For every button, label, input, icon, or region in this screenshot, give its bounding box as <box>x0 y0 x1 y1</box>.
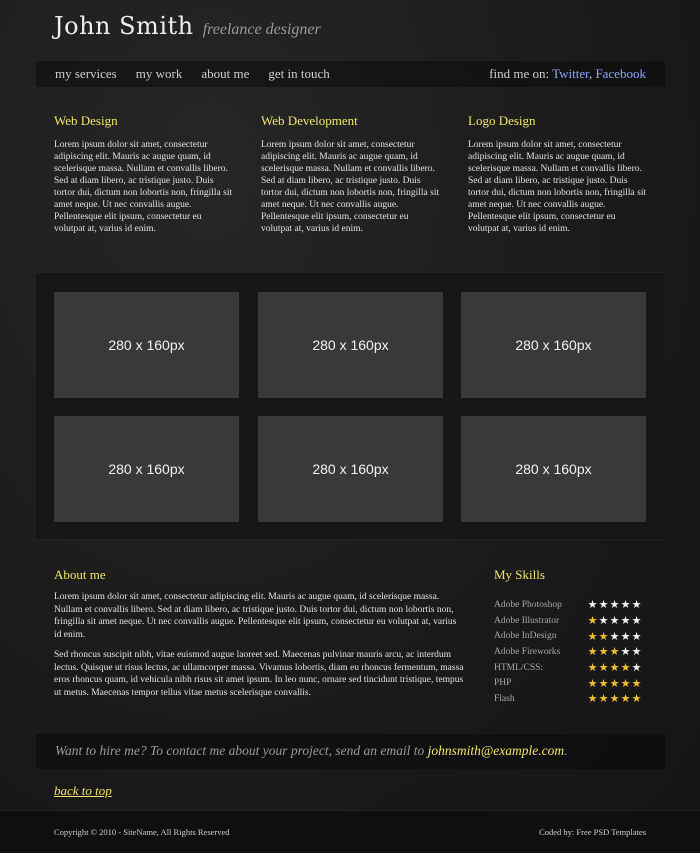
skill-name: Adobe Fireworks <box>494 646 561 657</box>
star-icon: ★ <box>587 645 598 659</box>
skills-list <box>494 597 654 707</box>
skill-row <box>494 644 654 660</box>
main-nav <box>36 61 665 87</box>
star-icon: ★ <box>620 598 631 612</box>
star-icon: ★ <box>631 676 642 690</box>
skill-rating <box>587 646 642 657</box>
skill-row <box>494 660 654 676</box>
star-icon: ★ <box>587 598 598 612</box>
nav-item-work[interactable]: my work <box>135 66 183 81</box>
star-icon: ★ <box>609 614 620 628</box>
service-text: Lorem ipsum dolor sit amet, consectetur adipiscing elit. Mauris ac augue quam, id scelerisque massa. Nullam et convallis libero. Sed at diam libero, ac tristique justo. Duis tortor dui, dictum non lobortis non, fringilla sit amet neque. Ut nec convallis augue. Pellentesque elit ipsum, consectetur eu volutpat at, varius id enim. <box>468 140 647 234</box>
skill-rating <box>587 615 642 626</box>
star-icon: ★ <box>598 598 609 612</box>
skill-rating <box>587 631 642 642</box>
star-icon: ★ <box>620 692 631 706</box>
portfolio-thumb[interactable]: 280 x 160px <box>258 416 443 522</box>
about-paragraph: Lorem ipsum dolor sit amet, consectetur adipiscing elit. Mauris ac augue quam, id scelerisque massa. Nullam et convallis libero. Sed at diam libero, ac tristique justo. Duis tortor dui, dictum non lobortis non, fringilla sit amet neque. Ut nec convallis augue. Pellentesque elit ipsum, consectetur eu volutpat at, varius id enim. <box>54 592 457 640</box>
star-icon: ★ <box>620 645 631 659</box>
about-section <box>54 567 464 707</box>
star-icon: ★ <box>620 676 631 690</box>
social-links <box>489 66 646 82</box>
skill-row <box>494 691 654 707</box>
portfolio-thumb[interactable]: 280 x 160px <box>461 292 646 398</box>
hire-banner <box>36 734 665 769</box>
portfolio-thumb[interactable]: 280 x 160px <box>54 416 239 522</box>
skills-title: My Skills <box>494 567 545 582</box>
portfolio-thumb[interactable]: 280 x 160px <box>258 292 443 398</box>
star-icon: ★ <box>598 645 609 659</box>
service-web-design <box>54 113 234 235</box>
star-icon: ★ <box>598 661 609 675</box>
star-icon: ★ <box>609 598 620 612</box>
about-title: About me <box>54 567 106 582</box>
star-icon: ★ <box>620 661 631 675</box>
service-logo-design <box>468 113 648 235</box>
star-icon: ★ <box>598 692 609 706</box>
star-icon: ★ <box>620 614 631 628</box>
footer-copyright: Copyright © 2010 - SiteName, All Rights Reserved <box>54 827 230 837</box>
skill-name: PHP <box>494 678 512 689</box>
star-icon: ★ <box>587 692 598 706</box>
service-web-development <box>261 113 441 235</box>
site-name: John Smith <box>54 12 194 40</box>
skill-name: HTML/CSS: <box>494 662 544 673</box>
star-icon: ★ <box>598 676 609 690</box>
nav-item-contact[interactable]: get in touch <box>268 66 330 81</box>
star-icon: ★ <box>587 629 598 643</box>
skill-row <box>494 628 654 644</box>
footer-credit[interactable]: Coded by: Free PSD Templates <box>539 827 646 837</box>
service-title: Logo Design <box>468 113 536 128</box>
skill-row <box>494 613 654 629</box>
portfolio-grid <box>36 272 665 540</box>
social-separator: , <box>588 66 596 81</box>
about-paragraph: Sed rhoncus suscipit nibh, vitae euismod augue laoreet sed. Maecenas pulvinar mauris arcu, ac interdum lectus. Quisque ut risus lectus, ac ullamcorper massa. Vivamus lobortis, diam eu rhoncus fermentum, massa eros rhoncus quam, id vehicula nibh risus sit amet ipsum. In leo nunc, ornare sed tincidunt tristique, tempus ut metus. Maecenas tempor tellus vitae metus scelerisque convallis. <box>54 650 464 698</box>
hire-end: . <box>564 743 568 758</box>
star-icon: ★ <box>609 661 620 675</box>
back-to-top-link[interactable]: back to top <box>54 783 112 798</box>
skill-name: Adobe Photoshop <box>494 599 562 610</box>
nav-item-about[interactable]: about me <box>201 66 250 81</box>
skill-name: Adobe Illustrator <box>494 615 560 626</box>
skill-rating <box>587 662 642 673</box>
skill-row <box>494 597 654 613</box>
star-icon: ★ <box>631 661 642 675</box>
star-icon: ★ <box>598 614 609 628</box>
hire-text: Want to hire me? To contact me about your project, send an email to <box>55 743 425 758</box>
skill-rating <box>587 693 642 704</box>
site-tagline: freelance designer <box>202 21 321 38</box>
skill-name: Flash <box>494 693 515 704</box>
star-icon: ★ <box>598 629 609 643</box>
star-icon: ★ <box>587 614 598 628</box>
footer <box>0 810 700 853</box>
contact-email-link[interactable]: johnsmith@example.com <box>427 743 565 758</box>
twitter-link[interactable]: Twitter <box>552 66 589 81</box>
skill-rating <box>587 599 642 610</box>
star-icon: ★ <box>631 692 642 706</box>
service-title: Web Design <box>54 113 118 128</box>
site-logo[interactable] <box>54 12 321 40</box>
skills-section <box>494 567 654 707</box>
star-icon: ★ <box>620 629 631 643</box>
skill-rating <box>587 678 642 689</box>
star-icon: ★ <box>609 676 620 690</box>
service-text: Lorem ipsum dolor sit amet, consectetur adipiscing elit. Mauris ac augue quam, id scelerisque massa. Nullam et convallis libero. Sed at diam libero, ac tristique justo. Duis tortor dui, dictum non lobortis non, fringilla sit amet neque. Ut nec convallis augue. Pellentesque elit ipsum, consectetur eu volutpat at, varius id enim. <box>54 140 233 234</box>
star-icon: ★ <box>587 661 598 675</box>
star-icon: ★ <box>631 614 642 628</box>
star-icon: ★ <box>631 598 642 612</box>
social-prefix: find me on: <box>489 66 550 81</box>
star-icon: ★ <box>609 645 620 659</box>
portfolio-thumb[interactable]: 280 x 160px <box>54 292 239 398</box>
star-icon: ★ <box>631 645 642 659</box>
facebook-link[interactable]: Facebook <box>595 66 646 81</box>
star-icon: ★ <box>609 692 620 706</box>
nav-item-services[interactable]: my services <box>55 66 117 81</box>
star-icon: ★ <box>587 676 598 690</box>
service-text: Lorem ipsum dolor sit amet, consectetur adipiscing elit. Mauris ac augue quam, id scelerisque massa. Nullam et convallis libero. Sed at diam libero, ac tristique justo. Duis tortor dui, dictum non lobortis non, fringilla sit amet neque. Ut nec convallis augue. Pellentesque elit ipsum, consectetur eu volutpat at, varius id enim. <box>261 140 440 234</box>
star-icon: ★ <box>609 629 620 643</box>
service-title: Web Development <box>261 113 358 128</box>
skill-row <box>494 675 654 691</box>
portfolio-thumb[interactable]: 280 x 160px <box>461 416 646 522</box>
star-icon: ★ <box>631 629 642 643</box>
skill-name: Adobe InDesign <box>494 631 557 642</box>
